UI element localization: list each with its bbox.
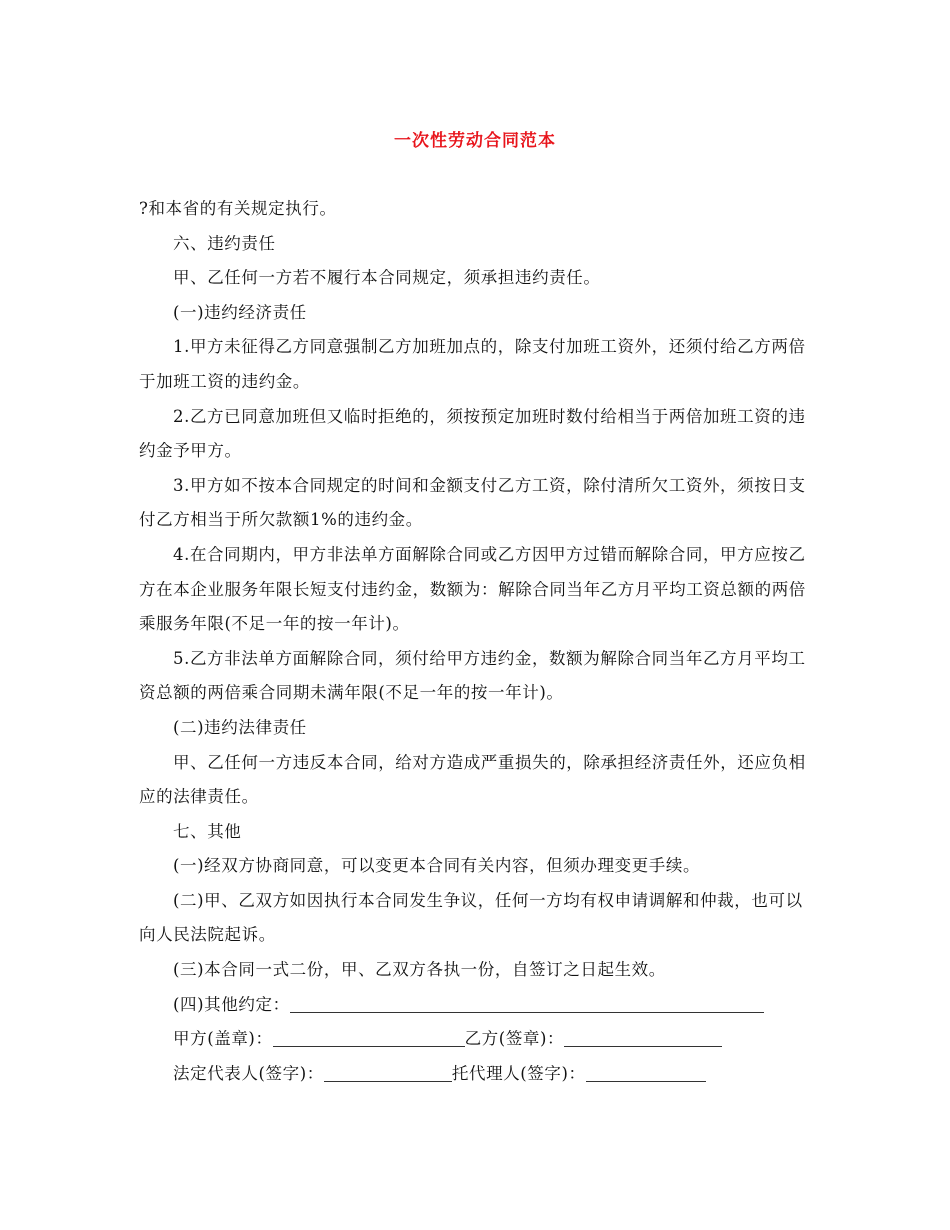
document-body bbox=[139, 192, 815, 1091]
other-clause-1: (一)经双方协商同意，可以变更本合同有关内容，但须办理变更手续。 bbox=[173, 856, 701, 876]
party-b-label: 乙方(签章)： bbox=[464, 1029, 565, 1049]
clause-3: 3.甲方如不按本合同规定的时间和金额支付乙方工资，除付清所欠工资外，须按日支付乙方相当于所欠款额1%的违约金。 bbox=[139, 475, 806, 530]
other-terms-label: (四)其他约定： bbox=[173, 994, 290, 1014]
party-signature-line bbox=[139, 1022, 815, 1057]
other-clause-3: (三)本合同一式二份，甲、乙双方各执一份，自签订之日起生效。 bbox=[173, 960, 666, 980]
party-b-blank[interactable] bbox=[564, 1026, 722, 1047]
legal-rep-blank[interactable] bbox=[324, 1061, 452, 1082]
section-heading-breach: 六、违约责任 bbox=[173, 233, 276, 253]
subsection-heading-legal: (二)违约法律责任 bbox=[173, 717, 307, 737]
other-clause-2: (二)甲、乙双方如因执行本合同发生争议，任何一方均有权申请调解和仲裁，也可以向人民法院起诉。 bbox=[139, 890, 803, 945]
clause-1: 1.甲方未征得乙方同意强制乙方加班加点的，除支付加班工资外，还须付给乙方两倍于加班工资的违约金。 bbox=[139, 337, 806, 391]
representative-signature-line bbox=[139, 1057, 815, 1092]
clause-2: 2.乙方已同意加班但又临时拒绝的，须按预定加班时数付给相当于两倍加班工资的违约金予甲方。 bbox=[139, 406, 806, 461]
clause-5: 5.乙方非法单方面解除合同，须付给甲方违约金，数额为解除合同当年乙方月平均工资总额的两倍乘合同期未满年限(不足一年的按一年计)。 bbox=[139, 648, 806, 703]
party-a-label: 甲方(盖章)： bbox=[173, 1029, 273, 1049]
document-title: 一次性劳动合同范本 bbox=[394, 131, 556, 151]
other-terms-line bbox=[139, 988, 815, 1023]
agent-label: 托代理人(签字)： bbox=[451, 1063, 586, 1083]
paragraph: 甲、乙任何一方违反本合同，给对方造成严重损失的，除承担经济责任外，还应负相应的法律责任。 bbox=[139, 752, 806, 807]
other-terms-blank[interactable] bbox=[290, 992, 764, 1013]
legal-rep-label: 法定代表人(签字)： bbox=[173, 1063, 324, 1083]
party-a-blank[interactable] bbox=[273, 1026, 465, 1047]
paragraph-continuation: ?和本省的有关规定执行。 bbox=[139, 199, 337, 218]
paragraph: 甲、乙任何一方若不履行本合同规定，须承担违约责任。 bbox=[173, 268, 601, 288]
clause-4: 4.在合同期内，甲方非法单方面解除合同或乙方因甲方过错而解除合同，甲方应按乙方在本企业服务年限长短支付违约金，数额为：解除合同当年乙方月平均工资总额的两倍乘服务年限(不足一年的按一年计)。 bbox=[139, 544, 806, 634]
subsection-heading-economic: (一)违约经济责任 bbox=[173, 302, 307, 322]
agent-blank[interactable] bbox=[586, 1061, 706, 1082]
section-heading-other: 七、其他 bbox=[173, 821, 242, 841]
